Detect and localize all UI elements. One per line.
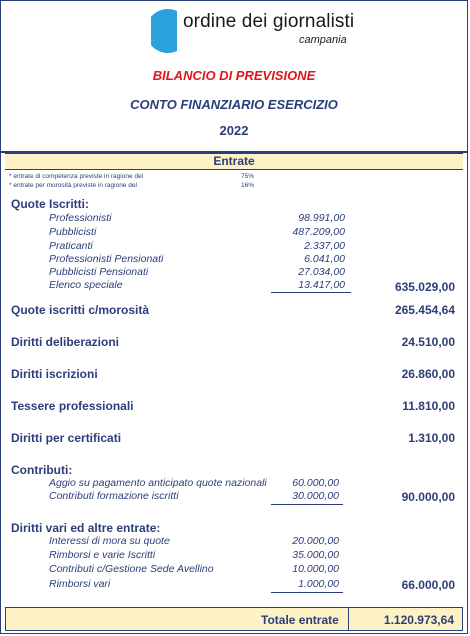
note-morosita bbox=[9, 182, 269, 189]
item-value: 60.000,00 bbox=[292, 477, 339, 489]
item-value: 98.991,00 bbox=[298, 212, 345, 224]
section-value: 11.810,00 bbox=[402, 399, 455, 413]
item-label: Praticanti bbox=[49, 240, 93, 252]
item-label: Pubblicisti Pensionati bbox=[49, 266, 149, 278]
item-value: 10.000,00 bbox=[292, 563, 339, 575]
entrate-header: Entrate bbox=[5, 153, 463, 170]
logo bbox=[151, 9, 371, 59]
item-label: Contributi formazione iscritti bbox=[49, 490, 179, 502]
section-diritti-deliberazioni: Diritti deliberazioni bbox=[11, 335, 120, 349]
note-percent: 16% bbox=[241, 182, 255, 189]
section-total: 90.000,00 bbox=[401, 490, 455, 504]
item-label: Contributi c/Gestione Sede Avellino bbox=[49, 563, 214, 575]
total-label: Totale entrate bbox=[261, 613, 339, 627]
note-competenza bbox=[9, 173, 269, 180]
note-percent: 75% bbox=[241, 173, 255, 180]
document-subtitle: CONTO FINANZIARIO ESERCIZIO bbox=[130, 97, 338, 112]
total-row bbox=[5, 607, 463, 631]
item-value: 6.041,00 bbox=[304, 253, 345, 265]
total-separator bbox=[348, 608, 349, 630]
section-diritti-iscrizioni: Diritti iscrizioni bbox=[11, 367, 98, 381]
document-year: 2022 bbox=[219, 123, 249, 138]
section-diritti-vari: Diritti vari ed altre entrate: bbox=[11, 521, 161, 535]
section-value: 26.860,00 bbox=[401, 367, 455, 381]
section-quote-morosita: Quote iscritti c/morosità bbox=[11, 303, 150, 317]
note-text: * entrate per morosità previste in ragione del bbox=[9, 182, 137, 189]
subtotal-rule bbox=[271, 292, 351, 293]
section-quote-iscritti: Quote Iscritti: bbox=[11, 197, 90, 211]
section-total: 66.000,00 bbox=[401, 578, 455, 592]
item-value: 27.034,00 bbox=[298, 266, 345, 278]
item-label: Rimborsi e varie Iscritti bbox=[49, 549, 156, 561]
item-value: 2.337,00 bbox=[304, 240, 345, 252]
total-value: 1.120.973,64 bbox=[383, 613, 454, 627]
item-value: 35.000,00 bbox=[292, 549, 339, 561]
document-header bbox=[1, 1, 467, 153]
logo-name: ordine dei giornalisti bbox=[183, 11, 355, 32]
section-value: 265.454,64 bbox=[394, 303, 455, 317]
item-label: Elenco speciale bbox=[49, 279, 123, 291]
item-label: Interessi di mora su quote bbox=[49, 535, 170, 547]
section-total: 635.029,00 bbox=[394, 280, 455, 294]
item-label: Professionisti Pensionati bbox=[49, 253, 164, 265]
subtotal-rule bbox=[271, 504, 343, 505]
item-value: 30.000,00 bbox=[292, 490, 339, 502]
logo-subtitle: campania bbox=[299, 34, 347, 46]
section-contributi: Contributi: bbox=[11, 463, 73, 477]
section-diritti-certificati: Diritti per certificati bbox=[11, 431, 122, 445]
item-label: Pubblicisti bbox=[49, 226, 97, 238]
logo-arc-icon bbox=[151, 9, 181, 53]
item-value: 20.000,00 bbox=[292, 535, 339, 547]
section-tessere-professionali: Tessere professionali bbox=[11, 399, 134, 413]
note-text: * entrate di competenza previste in ragione del bbox=[9, 173, 144, 180]
item-value: 13.417,00 bbox=[298, 279, 345, 291]
item-label: Rimborsi vari bbox=[49, 578, 111, 590]
item-value: 487.209,00 bbox=[292, 226, 345, 238]
section-value: 24.510,00 bbox=[401, 335, 455, 349]
item-value: 1.000,00 bbox=[298, 578, 339, 590]
item-label: Aggio su pagamento anticipato quote nazionali bbox=[49, 477, 267, 489]
subtotal-rule bbox=[271, 592, 343, 593]
document-title: BILANCIO DI PREVISIONE bbox=[152, 68, 316, 83]
section-value: 1.310,00 bbox=[408, 431, 455, 445]
item-label: Professionisti bbox=[49, 212, 112, 224]
